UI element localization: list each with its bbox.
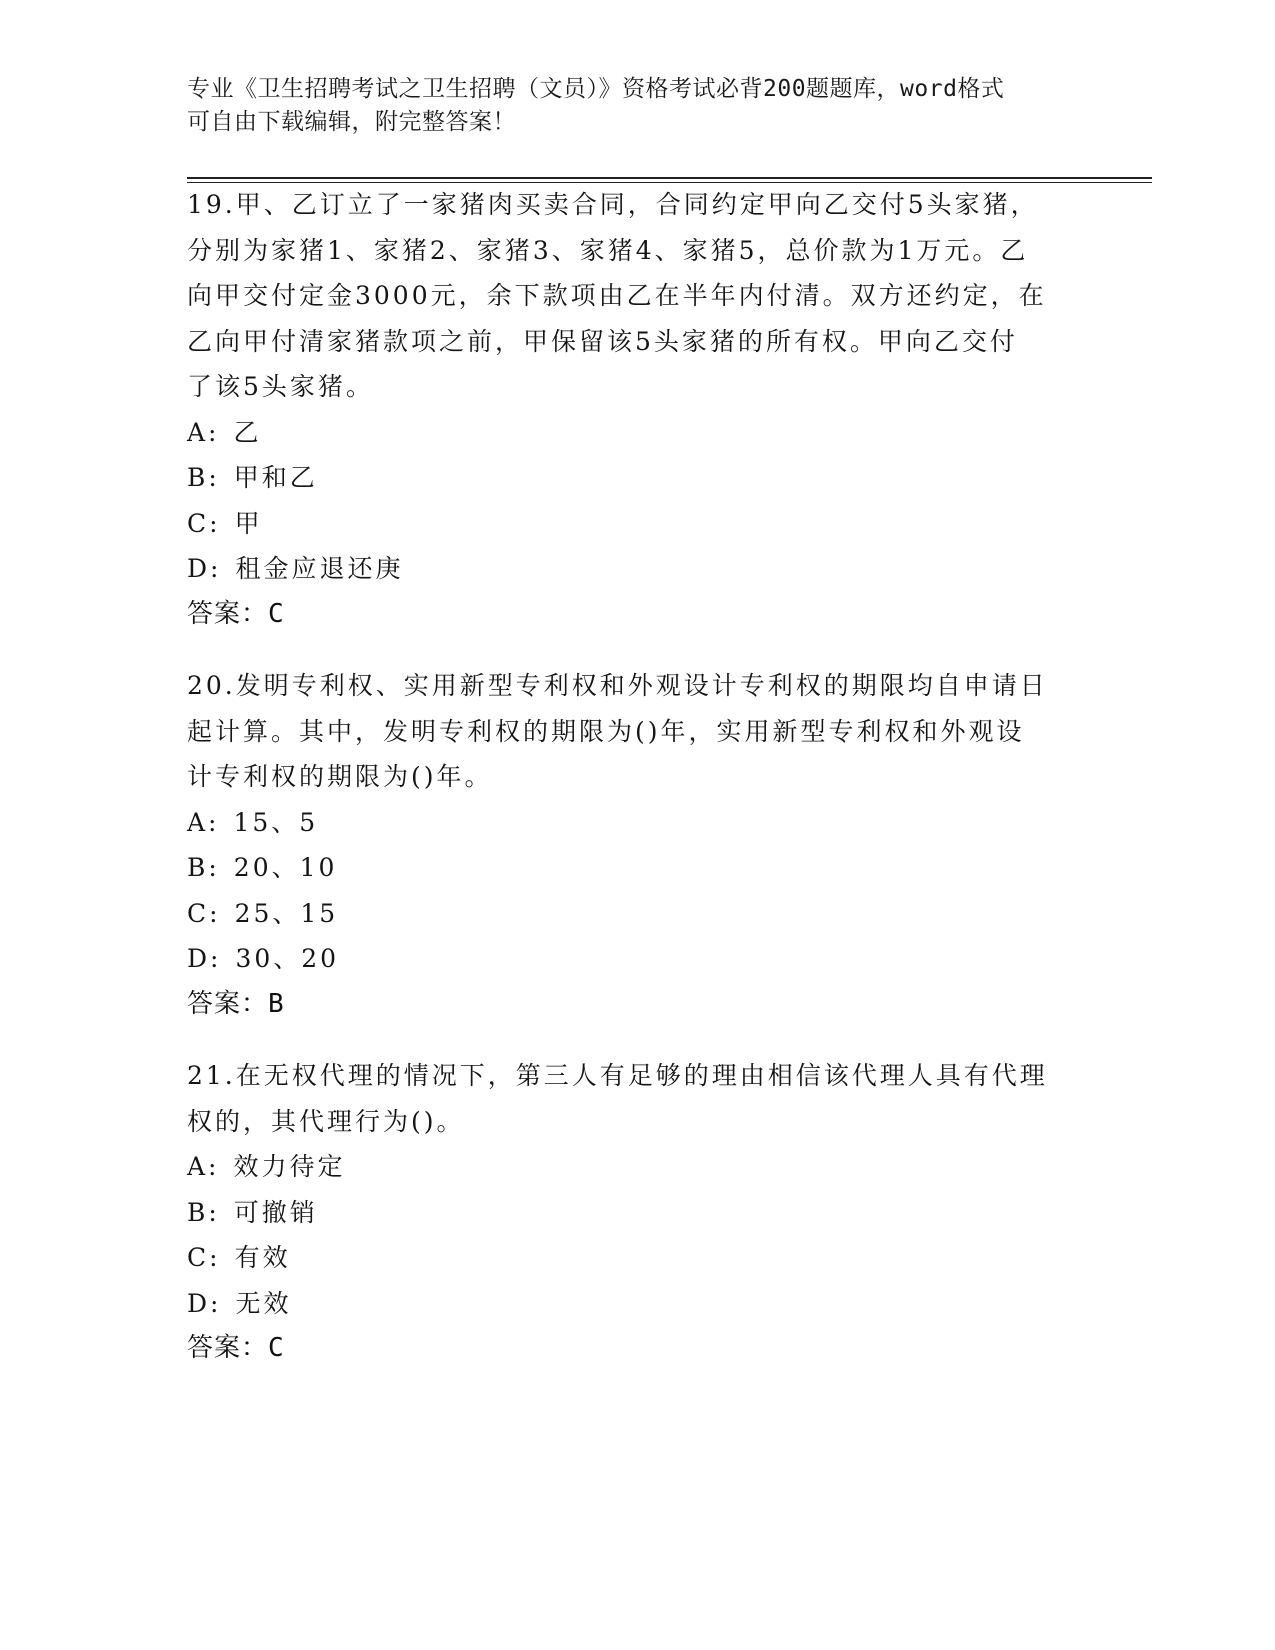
option-c	[187, 1235, 1087, 1281]
option-text: 甲	[234, 508, 263, 538]
question-stem	[187, 1053, 1087, 1144]
option-text: 乙	[233, 417, 262, 447]
option-text: 20、10	[233, 853, 338, 882]
stem-line: 乙向甲付清家猪款项之前，甲保留该5头家猪的所有权。甲向乙交付	[187, 326, 1018, 356]
option-text: 租金应退还庚	[235, 554, 404, 583]
stem-line: 20.发明专利权、实用新型专利权和外观设计专利权的期限均自申请日	[187, 671, 1048, 700]
stem-line: 起计算。其中，发明专利权的期限为()年，实用新型专利权和外观设	[187, 716, 1025, 746]
option-d	[187, 1281, 1087, 1327]
option-key: D:	[187, 554, 222, 583]
option-d	[187, 936, 1087, 982]
option-key: C:	[187, 508, 221, 538]
answer-line	[187, 982, 1087, 1028]
header-line-1: 专业《卫生招聘考试之卫生招聘（文员）》资格考试必背200题题库，word格式	[187, 76, 1005, 102]
option-key: B:	[187, 853, 220, 882]
option-c	[187, 891, 1087, 937]
option-a	[187, 800, 1087, 846]
option-key: A:	[187, 417, 220, 447]
answer-label: 答案：	[187, 598, 269, 629]
stem-line: 分别为家猪1、家猪2、家猪3、家猪4、家猪5，总价款为1万元。乙	[187, 235, 1029, 265]
answer-label: 答案：	[187, 988, 269, 1019]
question-stem	[187, 182, 1087, 410]
option-text: 效力待定	[233, 1152, 346, 1181]
header-line-2: 可自由下载编辑，附完整答案！	[187, 109, 516, 135]
header-divider-thick	[187, 177, 1152, 179]
option-a	[187, 410, 1087, 456]
answer-value: B	[268, 988, 285, 1019]
stem-line: 计专利权的期限为()年。	[187, 762, 493, 791]
stem-line: 向甲交付定金3000元，余下款项由乙在半年内付清。双方还约定，在	[187, 281, 1047, 310]
stem-line: 19.甲、乙订立了一家猪肉买卖合同，合同约定甲向乙交付5头家猪，	[187, 190, 1039, 219]
option-text: 30、20	[235, 944, 340, 973]
option-key: C:	[187, 898, 221, 928]
answer-line	[187, 592, 1087, 638]
option-key: C:	[187, 1243, 221, 1272]
option-d	[187, 546, 1087, 592]
stem-line: 21.在无权代理的情况下，第三人有足够的理由相信该代理人具有代理	[187, 1061, 1048, 1090]
stem-line: 权的，其代理行为()。	[187, 1106, 465, 1136]
answer-value: C	[268, 1333, 285, 1363]
answer-label: 答案：	[187, 1333, 269, 1363]
option-key: D:	[187, 944, 222, 973]
option-a	[187, 1144, 1087, 1190]
option-key: B:	[187, 1197, 220, 1227]
question-stem	[187, 663, 1087, 800]
option-b	[187, 1190, 1087, 1236]
option-text: 15、5	[233, 807, 319, 837]
option-text: 无效	[235, 1288, 292, 1318]
option-key: A:	[187, 1152, 220, 1181]
option-b	[187, 845, 1087, 891]
option-text: 有效	[234, 1243, 291, 1272]
stem-line: 了该5头家猪。	[187, 372, 374, 401]
option-key: D:	[187, 1288, 222, 1318]
option-text: 甲和乙	[233, 463, 318, 492]
question-19	[187, 182, 1087, 637]
answer-value: C	[268, 598, 285, 629]
option-key: A:	[187, 807, 220, 837]
question-20	[187, 663, 1087, 1027]
answer-line	[187, 1326, 1087, 1372]
document-header	[187, 73, 1067, 139]
option-b	[187, 455, 1087, 501]
option-text: 可撤销	[233, 1197, 318, 1227]
option-c	[187, 501, 1087, 547]
option-key: B:	[187, 463, 220, 492]
question-21	[187, 1053, 1087, 1372]
option-text: 25、15	[234, 898, 339, 928]
